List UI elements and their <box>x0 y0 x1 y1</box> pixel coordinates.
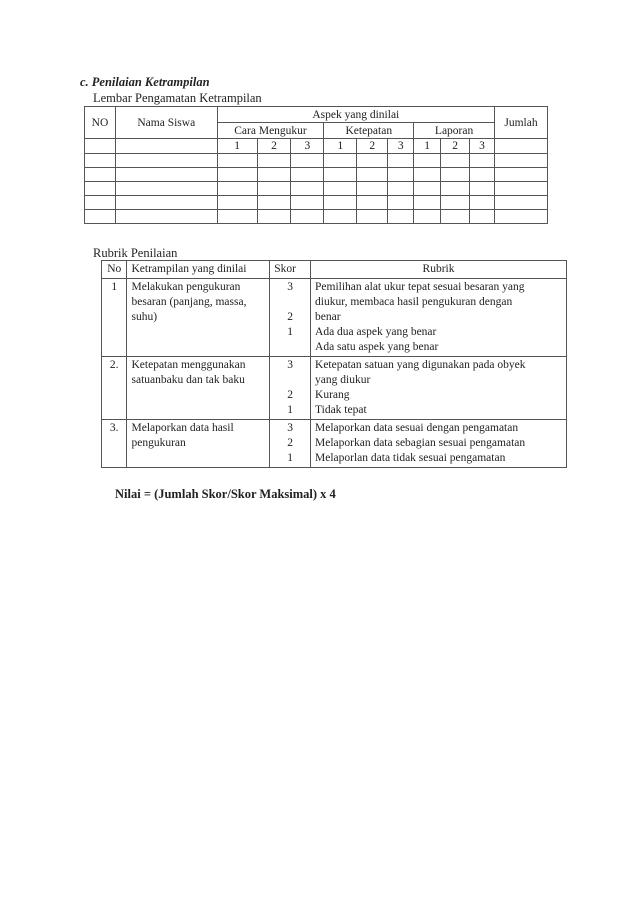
rubric-row <box>102 357 567 420</box>
blank-cell <box>441 210 470 224</box>
observation-sheet-title: Lembar Pengamatan Ketrampilan <box>93 91 262 105</box>
blank-cell <box>357 154 388 168</box>
blank-cell <box>357 168 388 182</box>
score-value: 3 <box>287 359 293 371</box>
table-row <box>85 168 548 182</box>
score-level: 1 <box>414 139 441 154</box>
rubric-row <box>102 420 567 468</box>
score-value: 1 <box>287 404 293 416</box>
blank-cell <box>257 168 291 182</box>
rubric-description <box>311 279 567 357</box>
blank-cell <box>85 154 116 168</box>
rubric-line: Melaporkan data sesuai dengan pengamatan <box>315 422 519 434</box>
score-level: 3 <box>388 139 414 154</box>
rubric-skill: Melakukan pengukuran besaran (panjang, massa, suhu) <box>127 279 270 357</box>
blank-cell <box>414 168 441 182</box>
blank-cell <box>115 182 217 196</box>
table-row <box>85 210 548 224</box>
rubric-col-rubric: Rubrik <box>311 261 567 279</box>
blank-cell <box>291 168 324 182</box>
score-formula: Nilai = (Jumlah Skor/Skor Maksimal) x 4 <box>115 487 336 501</box>
blank-cell <box>291 196 324 210</box>
rubric-row <box>102 279 567 357</box>
blank-cell <box>414 154 441 168</box>
rubric-row-no: 1 <box>102 279 127 357</box>
rubric-line: Ketepatan satuan yang digunakan pada obyek <box>315 359 526 371</box>
score-value: 2 <box>287 389 293 401</box>
blank-cell <box>470 168 495 182</box>
blank-cell <box>495 182 548 196</box>
score-value <box>274 295 306 310</box>
blank-cell <box>291 210 324 224</box>
blank-cell <box>470 196 495 210</box>
blank-cell <box>115 210 217 224</box>
blank-cell <box>495 168 548 182</box>
blank-cell <box>441 154 470 168</box>
rubric-line: Ada satu aspek yang benar <box>315 341 439 353</box>
blank-cell <box>257 210 291 224</box>
blank-cell <box>470 210 495 224</box>
aspect-laporan: Laporan <box>414 123 495 139</box>
blank-cell <box>470 182 495 196</box>
rubric-table <box>101 260 567 468</box>
blank-cell <box>324 210 357 224</box>
score-level: 1 <box>324 139 357 154</box>
score-value <box>274 373 306 388</box>
table-row <box>85 154 548 168</box>
blank-cell <box>257 196 291 210</box>
aspect-cara-mengukur: Cara Mengukur <box>217 123 324 139</box>
rubric-skill: Ketepatan menggunakan satuanbaku dan tak baku <box>127 357 270 420</box>
blank-cell <box>115 168 217 182</box>
rubric-line: Tidak tepat <box>315 404 367 416</box>
col-name-header: Nama Siswa <box>115 107 217 139</box>
blank-cell <box>217 168 257 182</box>
blank-cell <box>470 154 495 168</box>
table-header-row <box>85 107 548 123</box>
blank-cell <box>85 182 116 196</box>
rubric-scores <box>270 279 311 357</box>
col-no-header: NO <box>85 107 116 139</box>
blank-cell <box>291 154 324 168</box>
score-value: 2 <box>287 311 293 323</box>
blank-cell <box>388 154 414 168</box>
blank-cell <box>217 154 257 168</box>
section-heading: c. Penilaian Ketrampilan <box>80 75 210 89</box>
blank-cell <box>357 182 388 196</box>
rubric-line: yang diukur <box>315 374 371 386</box>
table-row <box>85 196 548 210</box>
blank-cell <box>388 182 414 196</box>
blank-cell <box>324 168 357 182</box>
rubric-line: benar <box>315 311 341 323</box>
blank-cell <box>441 196 470 210</box>
rubric-description <box>311 420 567 468</box>
blank-cell <box>115 196 217 210</box>
blank-cell <box>388 168 414 182</box>
rubric-line: Melaporlan data tidak sesuai pengamatan <box>315 452 506 464</box>
blank-cell <box>217 182 257 196</box>
score-level: 3 <box>291 139 324 154</box>
rubric-col-skill: Ketrampilan yang dinilai <box>127 261 270 279</box>
rubric-scores <box>270 420 311 468</box>
blank-cell <box>414 182 441 196</box>
score-value: 3 <box>287 281 293 293</box>
rubric-row-no: 3. <box>102 420 127 468</box>
rubric-col-score: Skor <box>270 261 311 279</box>
blank-cell <box>495 154 548 168</box>
blank-cell <box>257 154 291 168</box>
score-level: 1 <box>217 139 257 154</box>
blank-cell <box>85 210 116 224</box>
score-level-row <box>85 139 548 154</box>
blank-cell <box>388 196 414 210</box>
blank-cell <box>495 210 548 224</box>
blank-cell <box>414 210 441 224</box>
score-value <box>274 340 306 355</box>
score-value: 2 <box>287 437 293 449</box>
score-value: 1 <box>287 326 293 338</box>
rubric-row-no: 2. <box>102 357 127 420</box>
rubric-description <box>311 357 567 420</box>
rubric-line: Pemilihan alat ukur tepat sesuai besaran yang <box>315 281 525 293</box>
rubric-title: Rubrik Penilaian <box>93 246 178 260</box>
blank-cell <box>495 196 548 210</box>
rubric-line: diukur, membaca hasil pengukuran dengan <box>315 296 513 308</box>
blank-cell <box>324 154 357 168</box>
blank-cell <box>357 196 388 210</box>
blank-cell <box>357 210 388 224</box>
rubric-col-no: No <box>102 261 127 279</box>
blank-cell <box>217 210 257 224</box>
blank-cell <box>115 154 217 168</box>
score-level: 2 <box>441 139 470 154</box>
rubric-line: Kurang <box>315 389 350 401</box>
blank-cell <box>291 182 324 196</box>
blank-cell <box>388 210 414 224</box>
score-level: 2 <box>257 139 291 154</box>
blank-cell <box>324 182 357 196</box>
aspect-header: Aspek yang dinilai <box>217 107 494 123</box>
blank-cell <box>85 196 116 210</box>
blank-cell <box>441 182 470 196</box>
rubric-line: Ada dua aspek yang benar <box>315 326 437 338</box>
score-value: 1 <box>287 452 293 464</box>
rubric-scores <box>270 357 311 420</box>
blank-cell <box>85 168 116 182</box>
blank-cell <box>441 168 470 182</box>
table-row <box>85 182 548 196</box>
rubric-line: Melaporkan data sebagian sesuai pengamatan <box>315 437 526 449</box>
score-value: 3 <box>287 422 293 434</box>
aspect-ketepatan: Ketepatan <box>324 123 414 139</box>
rubric-skill: Melaporkan data hasil pengukuran <box>127 420 270 468</box>
blank-cell <box>414 196 441 210</box>
observation-table <box>84 106 548 224</box>
rubric-header-row <box>102 261 567 279</box>
col-total-header: Jumlah <box>495 107 548 139</box>
blank-cell <box>257 182 291 196</box>
blank-cell <box>324 196 357 210</box>
score-level: 2 <box>357 139 388 154</box>
score-level: 3 <box>470 139 495 154</box>
blank-cell <box>217 196 257 210</box>
